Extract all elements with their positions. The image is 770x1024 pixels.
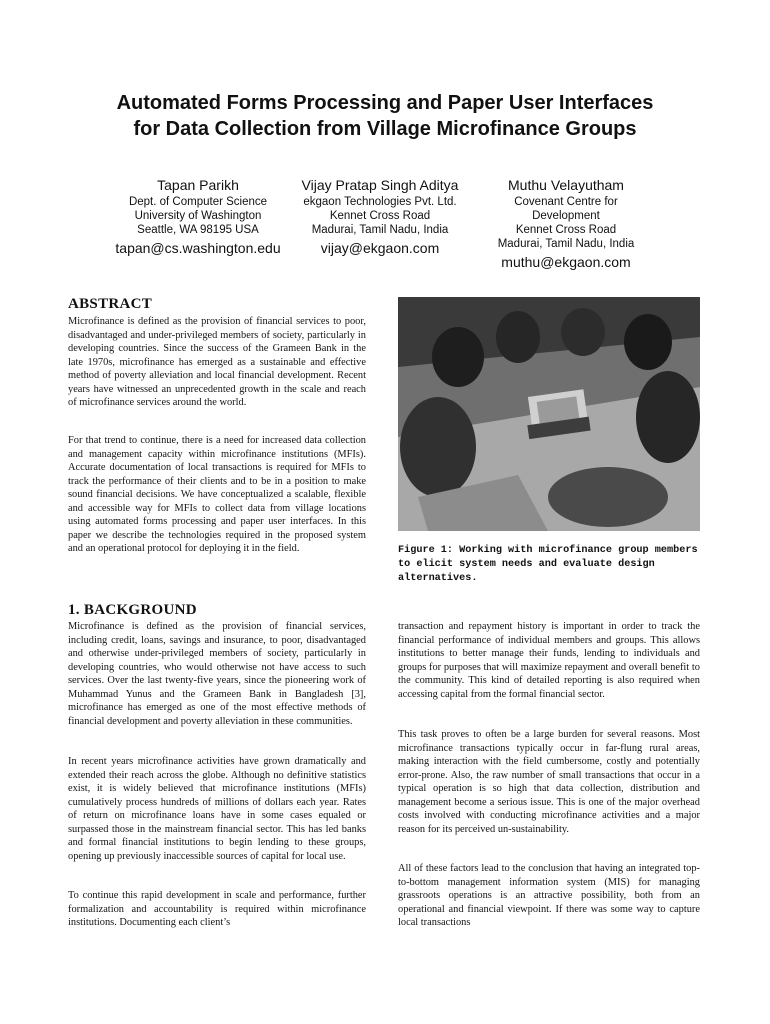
paper-title bbox=[40, 90, 730, 142]
figure-caption: Figure 1: Working with microfinance group members to elicit system needs and evaluate design alternatives. bbox=[398, 545, 698, 584]
author-affiliation-line: University of Washington bbox=[134, 210, 262, 222]
abstract-paragraph-1: Microfinance is defined as the provision of financial services to poor, disadvantaged and under-privileged members of society, particularly in developing countries. Since the success of the Grameen Bank in the late 1970s, microfinance has emerged as a sustainable and effective method of poverty alleviation and local financial development. Recent years have witnessed an unprecedented growth in the scale and reach of microfinance services around the world. bbox=[68, 316, 366, 408]
background-paragraph-1: Microfinance is defined as the provision of financial services, including credit, loans, savings and insurance, to poor, disadvantaged and otherwise under-privileged members of society, particularly in developing countries, who would otherwise not have access to such services. Over the last twenty-five years, since the pioneering work of Muhammad Yunus and the Grameen Bank in Bangladesh [3], microfinance has emerged as one of the most effective methods of financial development and poverty alleviation in these communities. bbox=[68, 621, 366, 727]
background-paragraph-4: transaction and repayment history is important in order to track the financial performance of individual members and groups. This allows institutions to better manage their funds, lending to individuals and groups for purposes that will maximize repayment and overall benefit to the community. This kind of detailed reporting is also required when accessing capital from the formal financial sector. bbox=[398, 621, 700, 700]
author-name: Muthu Velayutham bbox=[508, 177, 624, 193]
paper-title-line-2: for Data Collection from Village Microfinance Groups bbox=[133, 118, 637, 140]
background-paragraph-5: This task proves to often be a large burden for several reasons. Most microfinance transactions typically occur in far-flung rural areas, making interaction with the field cumbersome, costly and potentially error-prone. Also, the raw number of small transactions that occur in a typical operation is so high that data collection, distribution and management become a serious issue. This is one of the major overhead costs involved with conducting microfinance activities and a major reason for its perceived un-sustainability. bbox=[398, 729, 700, 835]
paper-title-line-1: Automated Forms Processing and Paper User Interfaces bbox=[116, 92, 654, 114]
author-email: tapan@cs.washington.edu bbox=[115, 240, 281, 256]
author-block-1 bbox=[106, 176, 290, 257]
author-email: vijay@ekgaon.com bbox=[320, 240, 440, 256]
figure-photo bbox=[398, 297, 700, 531]
author-affiliation-line: Madurai, Tamil Nadu, India bbox=[497, 238, 635, 250]
background-paragraph-3: To continue this rapid development in scale and performance, further formalization and accountability is required within microfinance institutions. Documenting each client’s bbox=[68, 890, 366, 928]
abstract-heading: ABSTRACT bbox=[68, 296, 153, 312]
background-heading: 1. BACKGROUND bbox=[68, 602, 197, 618]
background-paragraph-2: In recent years microfinance activities have grown dramatically and extended their reach across the globe. Although no definitive statistics exist, it is widely believed that microfinance institutions (MFIs) cumulatively process hundreds of millions of dollars each year. Rates of return on microfinance loans have in some cases equaled or surpassed those in the mainstream financial sector. This has led banks and formal financial institutions to begin lending to these groups, opening up previously inaccessible sources of capital for local use. bbox=[68, 756, 366, 862]
author-affiliation-line: Kennet Cross Road bbox=[515, 224, 617, 236]
author-affiliation-line: Dept. of Computer Science bbox=[128, 196, 268, 208]
author-affiliation-line: Seattle, WA 98195 USA bbox=[137, 224, 259, 236]
author-name: Tapan Parikh bbox=[157, 177, 239, 193]
author-affiliation-line: Development bbox=[532, 210, 600, 222]
author-block-2 bbox=[290, 176, 470, 257]
author-block-3 bbox=[478, 176, 654, 271]
author-email: muthu@ekgaon.com bbox=[501, 254, 631, 270]
author-affiliation-line: ekgaon Technologies Pvt. Ltd. bbox=[303, 196, 457, 208]
abstract-paragraph-2: For that trend to continue, there is a need for increased data collection and management capacity within microfinance institutions (MFIs). Accurate documentation of local transactions is required for MFIs to track the performance of their clients and to be in a position to make sound financial decisions. We have conceptualized a scalable, flexible and accessible way for MFIs to collect data from village locations using automated forms processing and paper user interfaces. In this paper we describe the technologies required in the proposed system and an operational protocol for deploying it in the field. bbox=[68, 435, 366, 554]
background-paragraph-6: All of these factors lead to the conclusion that having an integrated top-to-bottom management information system (MIS) for managing grassroots operations is an attractive possibility, both from an operational and financial viewpoint. If there was some way to capture local transactions bbox=[398, 863, 700, 928]
photo-illustration bbox=[398, 297, 700, 531]
author-affiliation-line: Kennet Cross Road bbox=[329, 210, 431, 222]
author-affiliation-line: Covenant Centre for bbox=[514, 196, 618, 208]
author-affiliation-line: Madurai, Tamil Nadu, India bbox=[311, 224, 449, 236]
author-name: Vijay Pratap Singh Aditya bbox=[301, 177, 459, 193]
